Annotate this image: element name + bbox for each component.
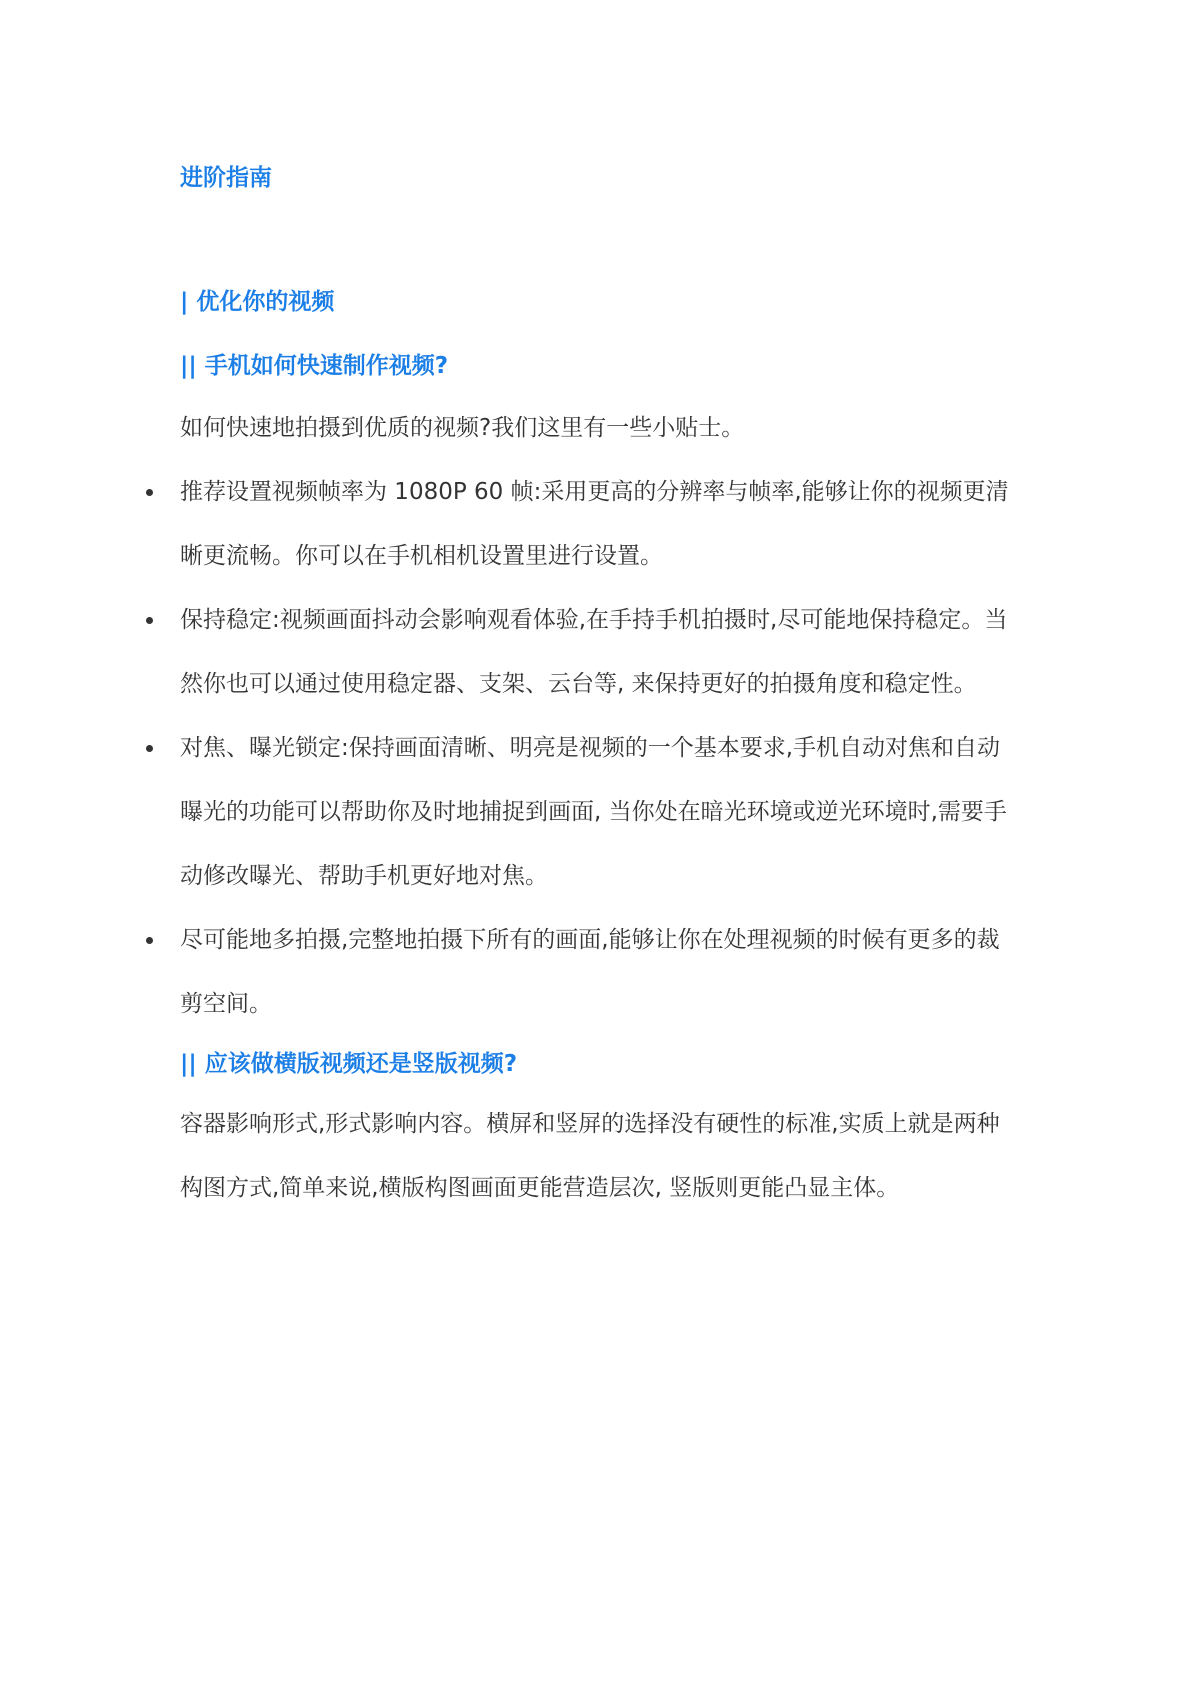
tip-text: 对焦、曝光锁定:保持画面清晰、明亮是视频的一个基本要求,手机自动对焦和自动曝光的功能可以帮助你及时地捕捉到画面, 当你处在暗光环境或逆光环境时,需要手动修改曝光、帮助手机更好地对焦。: [180, 735, 1007, 889]
subsection-heading-orientation: || 应该做横版视频还是竖版视频?: [180, 1051, 518, 1077]
bullet-icon: [146, 617, 153, 624]
bullet-icon: [146, 745, 153, 752]
doc-title: 进阶指南: [180, 165, 272, 191]
document-content: [180, 160, 1020, 1220]
tip-text: 保持稳定:视频画面抖动会影响观看体验,在手持手机拍摄时,尽可能地保持稳定。当然你也可以通过使用稳定器、支架、云台等, 来保持更好的拍摄角度和稳定性。: [180, 607, 1008, 697]
tip-text: 推荐设置视频帧率为 1080P 60 帧:采用更高的分辨率与帧率,能够让你的视频更清晰更流畅。你可以在手机相机设置里进行设置。: [180, 479, 1009, 569]
tip-item-stability: [180, 588, 1020, 716]
intro-paragraph: 如何快速地拍摄到优质的视频?我们这里有一些小贴士。: [180, 415, 745, 441]
bullet-icon: [146, 489, 153, 496]
tip-item-focus-exposure: [180, 716, 1020, 908]
tip-text: 尽可能地多拍摄,完整地拍摄下所有的画面,能够让你在处理视频的时候有更多的裁剪空间。: [180, 927, 1000, 1017]
section-heading: | 优化你的视频: [180, 289, 335, 315]
subsection-heading-quick-video: || 手机如何快速制作视频?: [180, 353, 449, 379]
tips-list: [180, 460, 1020, 1036]
orientation-paragraph: 容器影响形式,形式影响内容。横屏和竖屏的选择没有硬性的标准,实质上就是两种构图方式,简单来说,横版构图画面更能营造层次, 竖版则更能凸显主体。: [180, 1111, 1000, 1201]
bullet-icon: [146, 937, 153, 944]
tip-item-framerate: [180, 460, 1020, 588]
tip-item-shoot-more: [180, 908, 1020, 1036]
